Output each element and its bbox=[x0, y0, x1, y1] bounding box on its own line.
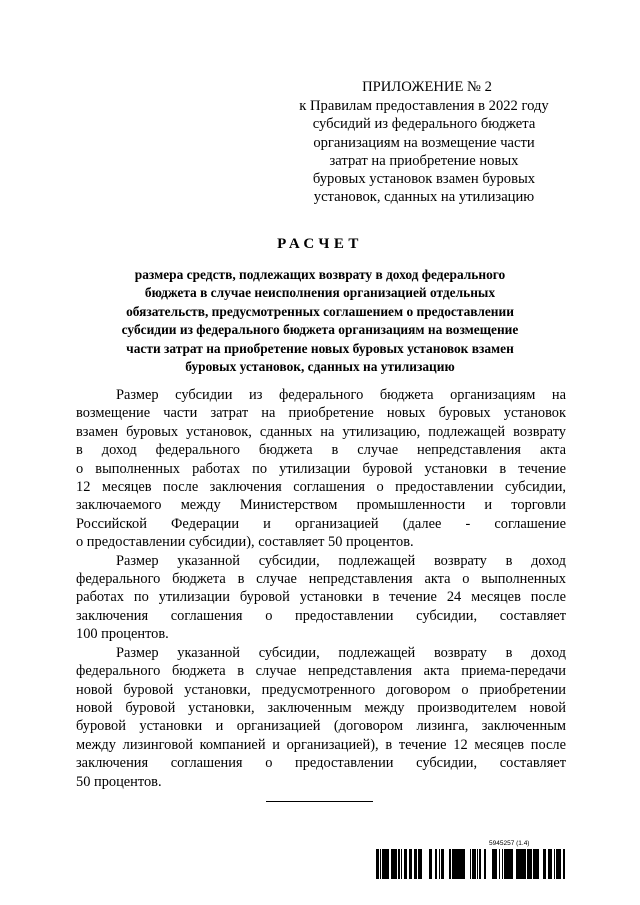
paragraph-1 bbox=[76, 386, 566, 552]
body-line: новой буровой установки, заключенным между производителем новой bbox=[76, 699, 566, 716]
separator-line bbox=[266, 801, 373, 802]
body-line: Размер указанной субсидии, подлежащей возврату в доход bbox=[116, 552, 566, 569]
body-line: буровой установки и организацией (договором лизинга, заключенным bbox=[76, 718, 566, 735]
barcode-icon bbox=[376, 849, 565, 879]
subtitle-line: обязательств, предусмотренных соглашением о предоставлении bbox=[126, 303, 514, 319]
annex-line: буровых установок взамен буровых bbox=[312, 171, 536, 188]
body-line: о выполненных работах по утилизации буровой установки в течение bbox=[76, 460, 566, 477]
body-line: Размер субсидии из федерального бюджета организациям на bbox=[116, 387, 566, 403]
body-line: заключения соглашения о предоставлении субсидии, составляет bbox=[76, 607, 566, 624]
body-line: взамен буровых установок, сданных на утилизацию, подлежащей возврату bbox=[76, 423, 566, 440]
body-line: Размер указанной субсидии, подлежащей возврату в доход bbox=[116, 644, 566, 661]
body-line: возмещение части затрат на приобретение новых буровых установок bbox=[76, 405, 566, 422]
annex-line: субсидий из федерального бюджета bbox=[312, 116, 536, 133]
document-body bbox=[76, 386, 566, 791]
body-line: Российской Федерации и организацией (далее - соглашение bbox=[76, 515, 566, 532]
body-line: федерального бюджета в случае непредставления акта приема-передачи bbox=[76, 663, 566, 680]
body-line: 50 процентов. bbox=[76, 773, 162, 790]
body-line: между лизинговой компанией и организацией), в течение 12 месяцев после bbox=[76, 736, 566, 753]
body-line: заключения соглашения о предоставлении субсидии, составляет bbox=[76, 755, 566, 772]
document-title: РАСЧЕТ bbox=[277, 236, 363, 252]
subtitle-line: бюджета в случае неисполнения организацией отдельных bbox=[144, 285, 496, 301]
body-line: заключаемого между Министерством промышленности и торговли bbox=[76, 497, 566, 514]
body-line: работах по утилизации буровой установки в течение 24 месяцев после bbox=[76, 589, 566, 606]
body-line: федерального бюджета в случае непредставления акта о выполненных bbox=[76, 571, 566, 588]
paragraph-3 bbox=[76, 644, 566, 791]
subtitle-line: буровых установок, сданных на утилизацию bbox=[185, 359, 455, 375]
body-line: новой буровой установки, предусмотренного договором о приобретении bbox=[76, 681, 566, 698]
subtitle-line: размера средств, подлежащих возврату в доход федерального bbox=[134, 267, 506, 282]
document-code: 5945257 (1.4) bbox=[489, 840, 530, 847]
document-subtitle bbox=[78, 266, 562, 376]
body-line: 100 процентов. bbox=[76, 626, 169, 643]
paragraph-2 bbox=[76, 552, 566, 644]
annex-header bbox=[282, 78, 566, 206]
body-line: 12 месяцев после заключения соглашения о предоставлении субсидии, bbox=[76, 479, 566, 496]
annex-line: организациям на возмещение части bbox=[313, 134, 535, 151]
body-line: в доход федерального бюджета в случае непредставления акта bbox=[76, 442, 566, 459]
body-line: о предоставлении субсидии), составляет 50 процентов. bbox=[76, 534, 414, 551]
subtitle-line: субсидии из федерального бюджета организациям на возмещение bbox=[121, 322, 519, 338]
annex-title: ПРИЛОЖЕНИЕ № 2 bbox=[362, 79, 492, 95]
annex-line: затрат на приобретение новых bbox=[329, 152, 519, 169]
annex-line: установок, сданных на утилизацию bbox=[313, 189, 535, 206]
subtitle-line: части затрат на приобретение новых буровых установок взамен bbox=[126, 340, 514, 356]
annex-line: к Правилам предоставления в 2022 году bbox=[299, 98, 549, 115]
